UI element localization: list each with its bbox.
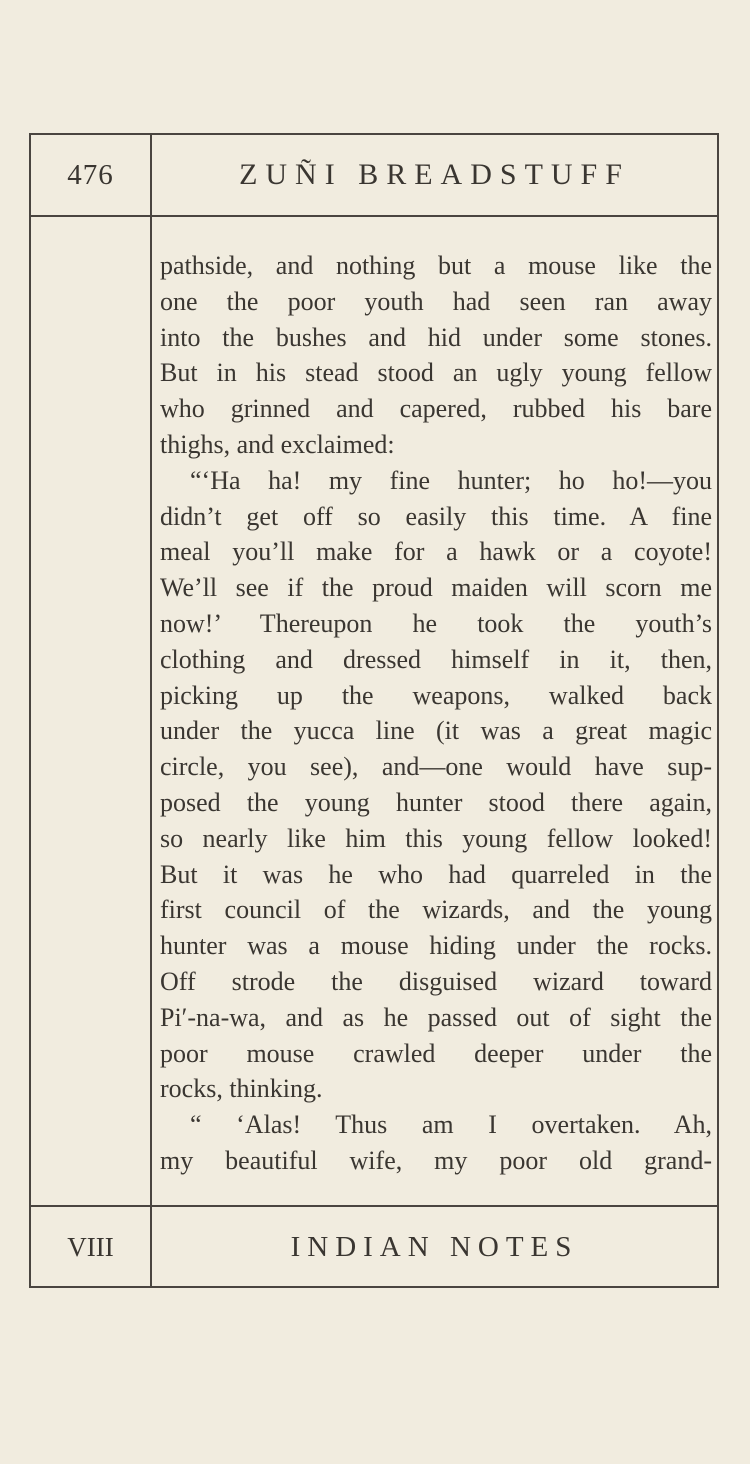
text-line: Off strode the disguised wizard toward bbox=[160, 966, 712, 996]
text-line: thighs, and exclaimed: bbox=[160, 429, 395, 459]
page-number: 476 bbox=[67, 158, 114, 191]
body-text bbox=[160, 248, 712, 1179]
text-line: clothing and dressed himself in it, then, bbox=[160, 644, 712, 674]
text-line: first council of the wizards, and the young bbox=[160, 895, 712, 925]
text-line: poor mouse crawled deeper under the bbox=[160, 1038, 712, 1068]
text-line: my beautiful wife, my poor old grand- bbox=[160, 1145, 712, 1175]
text-line: But it was he who had quarreled in the bbox=[160, 859, 712, 889]
running-title: ZUÑI BREADSTUFF bbox=[239, 158, 630, 191]
text-line: one the poor youth had seen ran away bbox=[160, 286, 712, 316]
text-line: who grinned and capered, rubbed his bare bbox=[160, 394, 712, 424]
series-number: VIII bbox=[67, 1231, 114, 1262]
header-rule bbox=[29, 215, 719, 217]
text-line: circle, you see), and—one would have sup- bbox=[160, 752, 712, 782]
column-divider bbox=[150, 133, 152, 1288]
text-line: under the yucca line (it was a great magic bbox=[160, 716, 712, 746]
text-line: now!’ Thereupon he took the youth’s bbox=[160, 608, 712, 638]
text-line: “‘Ha ha! my fine hunter; ho ho!—you bbox=[190, 465, 712, 495]
text-line: rocks, thinking. bbox=[160, 1074, 323, 1104]
text-line: posed the young hunter stood there again, bbox=[160, 787, 712, 817]
text-line: hunter was a mouse hiding under the rocks. bbox=[160, 931, 712, 961]
text-line: But in his stead stood an ugly young fellow bbox=[160, 358, 712, 388]
text-line: We’ll see if the proud maiden will scorn me bbox=[160, 573, 712, 603]
text-line: meal you’ll make for a hawk or a coyote! bbox=[160, 537, 712, 567]
text-line: pathside, and nothing but a mouse like the bbox=[160, 251, 712, 280]
text-line: picking up the weapons, walked back bbox=[160, 680, 712, 710]
text-line: Pi′-na-wa, and as he passed out of sight the bbox=[160, 1002, 712, 1032]
text-line: didn’t get off so easily this time. A fine bbox=[160, 501, 712, 531]
text-line: “ ‘Alas! Thus am I overtaken. Ah, bbox=[190, 1110, 712, 1140]
series-title: INDIAN NOTES bbox=[290, 1230, 579, 1263]
text-line: so nearly like him this young fellow looked! bbox=[160, 823, 712, 853]
text-line: into the bushes and hid under some stones. bbox=[160, 322, 712, 352]
